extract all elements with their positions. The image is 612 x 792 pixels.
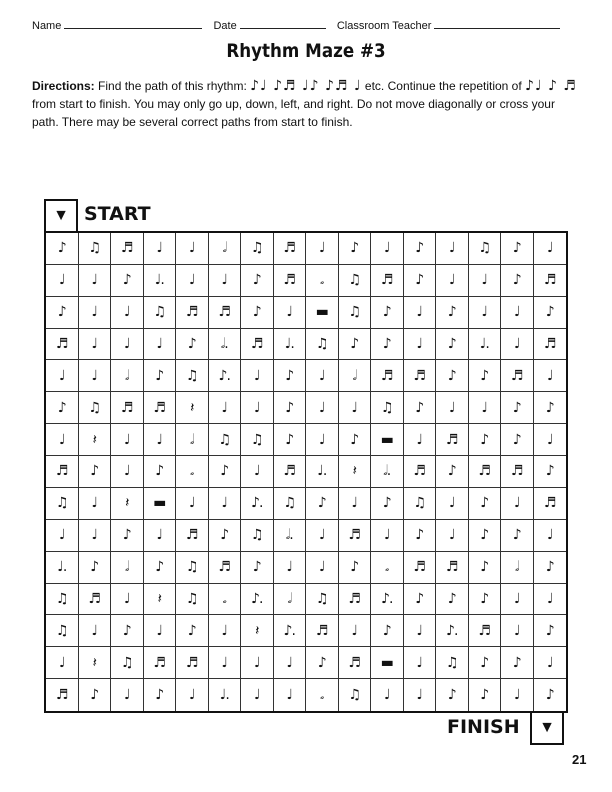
maze-cell[interactable]: ♬ xyxy=(144,392,177,424)
maze-cell[interactable]: ♩ xyxy=(79,297,112,329)
maze-cell[interactable]: ♬ xyxy=(46,456,79,488)
maze-cell[interactable]: ♩ xyxy=(176,488,209,520)
maze-cell[interactable]: ♩ xyxy=(274,647,307,679)
maze-cell[interactable]: ♪ xyxy=(339,424,372,456)
maze-cell[interactable]: 𝅗𝅥 xyxy=(176,424,209,456)
page-title: Rhythm Maze #3 xyxy=(226,40,386,62)
maze-cell[interactable]: 𝅗𝅥 xyxy=(111,552,144,584)
maze-cell[interactable]: ♩ xyxy=(404,647,437,679)
maze-cell[interactable]: ♫ xyxy=(404,488,437,520)
maze-cell[interactable]: ♩ xyxy=(46,424,79,456)
maze-cell[interactable]: ♩ xyxy=(436,488,469,520)
maze-cell[interactable]: ♬ xyxy=(436,552,469,584)
maze-cell[interactable]: 𝄽 xyxy=(111,488,144,520)
maze-cell[interactable]: 𝅗 xyxy=(306,265,339,297)
maze-cell[interactable]: ♪ xyxy=(144,456,177,488)
maze-cell[interactable]: ♪ xyxy=(274,424,307,456)
maze-cell[interactable]: ♩ xyxy=(111,584,144,616)
maze-cell[interactable]: ♪ xyxy=(501,424,534,456)
maze-cell[interactable]: ♩ xyxy=(534,360,567,392)
maze-cell[interactable]: ♪. xyxy=(371,584,404,616)
maze-cell[interactable]: ♪. xyxy=(209,360,242,392)
maze-cell[interactable]: ♬ xyxy=(501,456,534,488)
maze-cell[interactable]: 𝄽 xyxy=(241,615,274,647)
maze-cell[interactable]: ♩ xyxy=(306,360,339,392)
maze-cell[interactable]: ♬ xyxy=(469,456,502,488)
maze-cell[interactable]: ♩ xyxy=(501,615,534,647)
maze-cell[interactable]: ♪ xyxy=(436,584,469,616)
maze-cell[interactable]: ♩ xyxy=(436,392,469,424)
maze-cell[interactable]: ♪ xyxy=(469,360,502,392)
maze-cell[interactable]: ♪ xyxy=(241,552,274,584)
maze-cell[interactable]: ♬ xyxy=(339,520,372,552)
maze-cell[interactable]: ♫ xyxy=(339,679,372,711)
maze-cell[interactable]: ♪ xyxy=(339,552,372,584)
maze-cell[interactable]: 𝄽 xyxy=(79,647,112,679)
maze-cell[interactable]: ♪ xyxy=(46,392,79,424)
maze-cell[interactable]: ♩ xyxy=(176,233,209,265)
maze-cell[interactable]: ♩ xyxy=(79,329,112,361)
maze-cell[interactable]: ♩ xyxy=(371,520,404,552)
maze-cell[interactable]: ♫ xyxy=(371,392,404,424)
maze-cell[interactable]: 𝅗𝅥 xyxy=(209,233,242,265)
maze-cell[interactable]: ♫ xyxy=(436,647,469,679)
maze-cell[interactable]: ♪ xyxy=(371,615,404,647)
maze-cell[interactable]: ♩ xyxy=(436,520,469,552)
maze-cell[interactable]: ♩ xyxy=(339,615,372,647)
maze-cell[interactable]: 𝅗 xyxy=(176,456,209,488)
maze-cell[interactable]: 𝅗 xyxy=(209,584,242,616)
maze-cell[interactable]: ♩ xyxy=(144,329,177,361)
maze-cell[interactable]: ♩. xyxy=(274,329,307,361)
maze-cell[interactable]: ♩ xyxy=(176,679,209,711)
maze-cell[interactable]: ♫ xyxy=(241,233,274,265)
maze-cell[interactable]: 𝅗𝅥. xyxy=(209,329,242,361)
maze-cell[interactable]: 𝅗 xyxy=(371,552,404,584)
maze-cell[interactable]: ♪ xyxy=(79,552,112,584)
maze-cell[interactable]: ♬ xyxy=(534,329,567,361)
maze-cell[interactable]: ♪ xyxy=(306,488,339,520)
maze-cell[interactable]: ♩ xyxy=(306,233,339,265)
maze-cell[interactable]: 𝄽 xyxy=(79,424,112,456)
maze-cell[interactable]: ♬ xyxy=(436,424,469,456)
rhythm-maze-grid xyxy=(44,231,568,713)
maze-cell[interactable]: ♪ xyxy=(306,647,339,679)
date-label: Date xyxy=(213,20,237,32)
maze-cell[interactable]: ♬ xyxy=(339,647,372,679)
maze-cell[interactable]: 𝄽 xyxy=(144,584,177,616)
maze-cell[interactable]: ♩ xyxy=(176,265,209,297)
maze-cell[interactable]: ♪ xyxy=(501,392,534,424)
maze-cell[interactable]: ♪ xyxy=(111,520,144,552)
maze-cell[interactable]: ♩ xyxy=(501,584,534,616)
maze-cell[interactable]: ♩ xyxy=(534,233,567,265)
maze-cell[interactable]: ♪ xyxy=(534,392,567,424)
maze-cell[interactable]: ♬ xyxy=(176,297,209,329)
maze-cell[interactable]: ♩ xyxy=(501,679,534,711)
maze-cell[interactable]: ♫ xyxy=(111,647,144,679)
maze-cell[interactable]: 𝅗𝅥 xyxy=(339,360,372,392)
maze-cell[interactable]: ♪. xyxy=(274,615,307,647)
maze-cell[interactable]: ▬ xyxy=(371,647,404,679)
maze-cell[interactable]: ♫ xyxy=(241,424,274,456)
date-field[interactable] xyxy=(240,18,326,29)
maze-cell[interactable]: ♫ xyxy=(176,552,209,584)
maze-cell[interactable]: ♩ xyxy=(534,424,567,456)
maze-cell[interactable]: ♫ xyxy=(209,424,242,456)
maze-cell[interactable]: ♩ xyxy=(209,647,242,679)
maze-cell[interactable]: ♪ xyxy=(241,297,274,329)
maze-cell[interactable]: ♩ xyxy=(241,679,274,711)
maze-cell[interactable]: ♩ xyxy=(371,233,404,265)
maze-cell[interactable]: ♬ xyxy=(209,297,242,329)
maze-cell[interactable]: ♪ xyxy=(469,424,502,456)
maze-cell[interactable]: ♩ xyxy=(371,679,404,711)
maze-cell[interactable]: ♩ xyxy=(79,265,112,297)
maze-cell[interactable]: ♫ xyxy=(144,297,177,329)
maze-cell[interactable]: ♩ xyxy=(111,679,144,711)
maze-cell[interactable]: ♪ xyxy=(469,647,502,679)
maze-cell[interactable]: 𝅗𝅥 xyxy=(501,552,534,584)
maze-cell[interactable]: ♩ xyxy=(534,647,567,679)
maze-cell[interactable]: ♪ xyxy=(436,679,469,711)
maze-cell[interactable]: ♩ xyxy=(46,360,79,392)
maze-cell[interactable]: ♪ xyxy=(404,233,437,265)
maze-cell[interactable]: ♩ xyxy=(79,520,112,552)
maze-cell[interactable]: ♩ xyxy=(306,520,339,552)
teacher-field[interactable] xyxy=(434,18,560,29)
maze-cell[interactable]: ♩ xyxy=(534,520,567,552)
maze-cell[interactable]: ♩ xyxy=(209,392,242,424)
maze-cell[interactable]: ♩. xyxy=(46,552,79,584)
maze-cell[interactable]: ♩ xyxy=(209,615,242,647)
maze-cell[interactable]: ♩ xyxy=(79,360,112,392)
maze-cell[interactable]: ♪. xyxy=(436,615,469,647)
maze-cell[interactable]: ♩ xyxy=(111,329,144,361)
maze-cell[interactable]: ▬ xyxy=(144,488,177,520)
maze-cell[interactable]: ♩ xyxy=(46,265,79,297)
maze-cell[interactable]: ♫ xyxy=(306,584,339,616)
maze-cell[interactable]: ♪ xyxy=(79,456,112,488)
maze-cell[interactable]: ♪ xyxy=(501,265,534,297)
maze-cell[interactable]: ♫ xyxy=(274,488,307,520)
maze-cell[interactable]: ♩ xyxy=(144,615,177,647)
maze-cell[interactable]: ♩ xyxy=(274,297,307,329)
maze-cell[interactable]: ♫ xyxy=(306,329,339,361)
maze-cell[interactable]: ♪ xyxy=(534,615,567,647)
maze-cell[interactable]: ♫ xyxy=(176,360,209,392)
maze-cell[interactable]: 𝅗𝅥 xyxy=(111,360,144,392)
maze-cell[interactable]: 𝄽 xyxy=(339,456,372,488)
maze-cell[interactable]: ♩. xyxy=(469,329,502,361)
page-number: 21 xyxy=(572,752,587,767)
maze-cell[interactable]: ♪ xyxy=(209,456,242,488)
maze-cell[interactable]: ♪ xyxy=(144,679,177,711)
directions-text-2: etc. Continue the repetition of xyxy=(364,79,522,93)
maze-cell[interactable]: ♩. xyxy=(306,456,339,488)
maze-cell[interactable]: ♪ xyxy=(404,584,437,616)
maze-cell[interactable]: ♩ xyxy=(469,297,502,329)
finish-arrow-icon: ▼ xyxy=(530,713,564,745)
maze-cell[interactable]: ♪ xyxy=(545,687,554,704)
maze-cell[interactable]: ♬ xyxy=(306,615,339,647)
maze-cell[interactable]: ♩ xyxy=(339,488,372,520)
maze-cell[interactable]: ♩ xyxy=(469,392,502,424)
maze-cell[interactable]: ♬ xyxy=(79,584,112,616)
maze-cell[interactable]: ♩ xyxy=(241,360,274,392)
maze-cell[interactable]: ♬ xyxy=(176,520,209,552)
maze-cell[interactable]: ♩ xyxy=(306,552,339,584)
finish-label: FINISH xyxy=(447,716,520,738)
maze-cell[interactable]: ♪ xyxy=(339,329,372,361)
maze-cell[interactable]: ♬ xyxy=(534,265,567,297)
maze-cell[interactable]: ♩ xyxy=(209,488,242,520)
maze-cell[interactable]: ♬ xyxy=(404,456,437,488)
maze-cell[interactable]: ♪ xyxy=(371,297,404,329)
maze-cell[interactable]: ♩ xyxy=(404,329,437,361)
maze-cell[interactable]: ♩ xyxy=(404,679,437,711)
maze-cell[interactable]: ▬ xyxy=(371,424,404,456)
maze-cell[interactable]: ♩ xyxy=(79,488,112,520)
maze-cell[interactable]: ♩ xyxy=(436,233,469,265)
maze-cell[interactable]: ♫ xyxy=(241,520,274,552)
maze-cell[interactable]: ♬ xyxy=(371,360,404,392)
maze-cell[interactable]: ♩ xyxy=(469,265,502,297)
maze-cell[interactable]: ♪ xyxy=(436,329,469,361)
maze-cell[interactable]: ♩ xyxy=(241,647,274,679)
directions-label: Directions: xyxy=(32,79,95,93)
maze-cell[interactable]: ♩ xyxy=(274,679,307,711)
maze-cell[interactable]: ♩ xyxy=(241,456,274,488)
maze-cell[interactable]: ♪ xyxy=(176,329,209,361)
teacher-label: Classroom Teacher xyxy=(336,20,432,32)
maze-cell[interactable]: 𝅗𝅥. xyxy=(274,520,307,552)
maze-cell[interactable]: ♫ xyxy=(79,233,112,265)
maze-cell[interactable]: ♩ xyxy=(46,647,79,679)
maze-cell[interactable]: ♫ xyxy=(339,265,372,297)
maze-cell[interactable]: ♬ xyxy=(469,615,502,647)
maze-cell[interactable]: ♪ xyxy=(534,297,567,329)
maze-cell[interactable]: 𝅗 xyxy=(306,679,339,711)
maze-cell[interactable]: ♬ xyxy=(404,360,437,392)
maze-cell[interactable]: ♩ xyxy=(111,297,144,329)
maze-cell[interactable]: ♩ xyxy=(111,456,144,488)
maze-cell[interactable]: ♩ xyxy=(111,424,144,456)
maze-cell[interactable]: ♪ xyxy=(469,679,502,711)
maze-cell[interactable]: ♪ xyxy=(501,233,534,265)
maze-cell[interactable]: ♬ xyxy=(501,360,534,392)
maze-cell[interactable]: ♪ xyxy=(371,329,404,361)
maze-cell[interactable]: ♪ xyxy=(469,584,502,616)
maze-cell[interactable]: ♩ xyxy=(144,233,177,265)
directions xyxy=(32,77,580,131)
maze-cell[interactable]: ♩ xyxy=(404,424,437,456)
maze-cell[interactable]: ♬ xyxy=(111,392,144,424)
maze-cell[interactable]: ♪ xyxy=(404,392,437,424)
maze-cell[interactable]: ♬ xyxy=(46,329,79,361)
directions-text-1: Find the path of this rhythm: xyxy=(98,79,247,93)
maze-cell[interactable]: ♬ xyxy=(274,233,307,265)
maze-cell[interactable]: ♬ xyxy=(111,233,144,265)
maze-cell[interactable]: ♩ xyxy=(306,424,339,456)
maze-cell[interactable]: ♪ xyxy=(469,488,502,520)
maze-cell[interactable]: ♬ xyxy=(144,647,177,679)
maze-cell[interactable]: ♫ xyxy=(469,233,502,265)
maze-cell[interactable]: ♪ xyxy=(111,265,144,297)
maze-cell[interactable]: ♩ xyxy=(306,392,339,424)
rhythm-pattern: ♪♩ ♪♬ ♩♪ ♪♬ ♩ xyxy=(250,78,362,94)
maze-cell[interactable]: ♩ xyxy=(501,297,534,329)
maze-cell[interactable]: ♩ xyxy=(144,520,177,552)
maze-cell[interactable]: ♪ xyxy=(534,456,567,488)
maze-cell[interactable]: ♩ xyxy=(404,297,437,329)
maze-cell[interactable]: ♪ xyxy=(209,520,242,552)
maze-cell[interactable]: ♪ xyxy=(436,360,469,392)
maze-cell[interactable]: ♬ xyxy=(339,584,372,616)
maze-cell[interactable]: 𝅗𝅥. xyxy=(371,456,404,488)
maze-cell[interactable]: ♬ xyxy=(404,552,437,584)
maze-cell[interactable]: ♩ xyxy=(274,552,307,584)
maze-cell[interactable]: ♩. xyxy=(144,265,177,297)
maze-cell[interactable]: ♪. xyxy=(241,584,274,616)
maze-cell[interactable]: ♬ xyxy=(274,456,307,488)
header-line xyxy=(32,18,582,32)
maze-cell[interactable]: ♪ xyxy=(436,297,469,329)
maze-cell[interactable]: ♫ xyxy=(339,297,372,329)
maze-cell[interactable]: ♪ xyxy=(501,647,534,679)
maze-cell[interactable]: ♬ xyxy=(241,329,274,361)
maze-cell[interactable]: ♪ xyxy=(46,233,79,265)
maze-cell[interactable]: ♬ xyxy=(209,552,242,584)
maze-cell[interactable]: ♬ xyxy=(534,488,567,520)
maze-cell[interactable]: ♪ xyxy=(111,615,144,647)
maze-cell[interactable]: ♪ xyxy=(241,265,274,297)
maze-cell[interactable]: ♪ xyxy=(339,233,372,265)
maze-cell[interactable]: ♪ xyxy=(404,520,437,552)
maze-cell[interactable]: ♩ xyxy=(501,329,534,361)
maze-cell[interactable]: ♪ xyxy=(534,552,567,584)
name-field[interactable] xyxy=(64,18,202,29)
maze-cell[interactable]: ♪ xyxy=(404,265,437,297)
maze-cell[interactable]: ♩. xyxy=(209,679,242,711)
maze-cell[interactable]: ♩ xyxy=(501,488,534,520)
maze-cell[interactable]: ♫ xyxy=(46,615,79,647)
maze-cell[interactable]: ♩ xyxy=(79,615,112,647)
maze-cell[interactable]: 𝅗𝅥 xyxy=(274,584,307,616)
maze-cell[interactable]: ♪ xyxy=(371,488,404,520)
maze-cell[interactable]: ♪. xyxy=(241,488,274,520)
maze-cell[interactable]: ♩ xyxy=(241,392,274,424)
directions-text-3: from start to finish. You may only go up, down, left, and right. Do not move diagonally or cross your path. There may be several correct paths from start to finish. xyxy=(32,97,555,129)
maze-cell[interactable]: ♬ xyxy=(371,265,404,297)
maze-cell[interactable]: ♪ xyxy=(274,392,307,424)
maze-cell[interactable]: ♫ xyxy=(79,392,112,424)
maze-cell[interactable]: ♩ xyxy=(404,615,437,647)
maze-cell[interactable]: ♪ xyxy=(46,297,79,329)
maze-cell[interactable]: ♫ xyxy=(46,488,79,520)
start-label: START xyxy=(84,203,151,225)
maze-cell[interactable]: ♬ xyxy=(274,265,307,297)
maze-cell[interactable]: ♪ xyxy=(176,615,209,647)
maze-cell[interactable]: ♪ xyxy=(79,679,112,711)
maze-cell[interactable]: ♪ xyxy=(469,520,502,552)
maze-cell[interactable]: ♪ xyxy=(501,520,534,552)
maze-cell[interactable]: ♪ xyxy=(469,552,502,584)
maze-cell[interactable]: ♪ xyxy=(436,456,469,488)
start-arrow-icon: ▼ xyxy=(44,199,78,231)
maze-cell[interactable]: ♩ xyxy=(46,520,79,552)
name-label: Name xyxy=(32,20,62,32)
maze-cell[interactable]: ♪ xyxy=(274,360,307,392)
maze-cell[interactable]: ♩ xyxy=(339,392,372,424)
maze-cell[interactable]: ♩ xyxy=(209,265,242,297)
maze-cell[interactable]: 𝄽 xyxy=(176,392,209,424)
maze-cell[interactable]: ♬ xyxy=(176,647,209,679)
rhythm-pattern-continued: ♪♩ ♪ ♬ xyxy=(525,78,577,94)
maze-cell[interactable]: ♩ xyxy=(534,584,567,616)
maze-cell[interactable]: ♫ xyxy=(46,584,79,616)
maze-cell[interactable]: ♬ xyxy=(46,679,79,711)
maze-cell[interactable]: ♩ xyxy=(436,265,469,297)
maze-cell[interactable]: ♪ xyxy=(144,552,177,584)
maze-cell[interactable]: ♫ xyxy=(176,584,209,616)
maze-cell[interactable]: ♪ xyxy=(144,360,177,392)
maze-cell[interactable]: ♩ xyxy=(144,424,177,456)
maze-cell[interactable]: ▬ xyxy=(306,297,339,329)
